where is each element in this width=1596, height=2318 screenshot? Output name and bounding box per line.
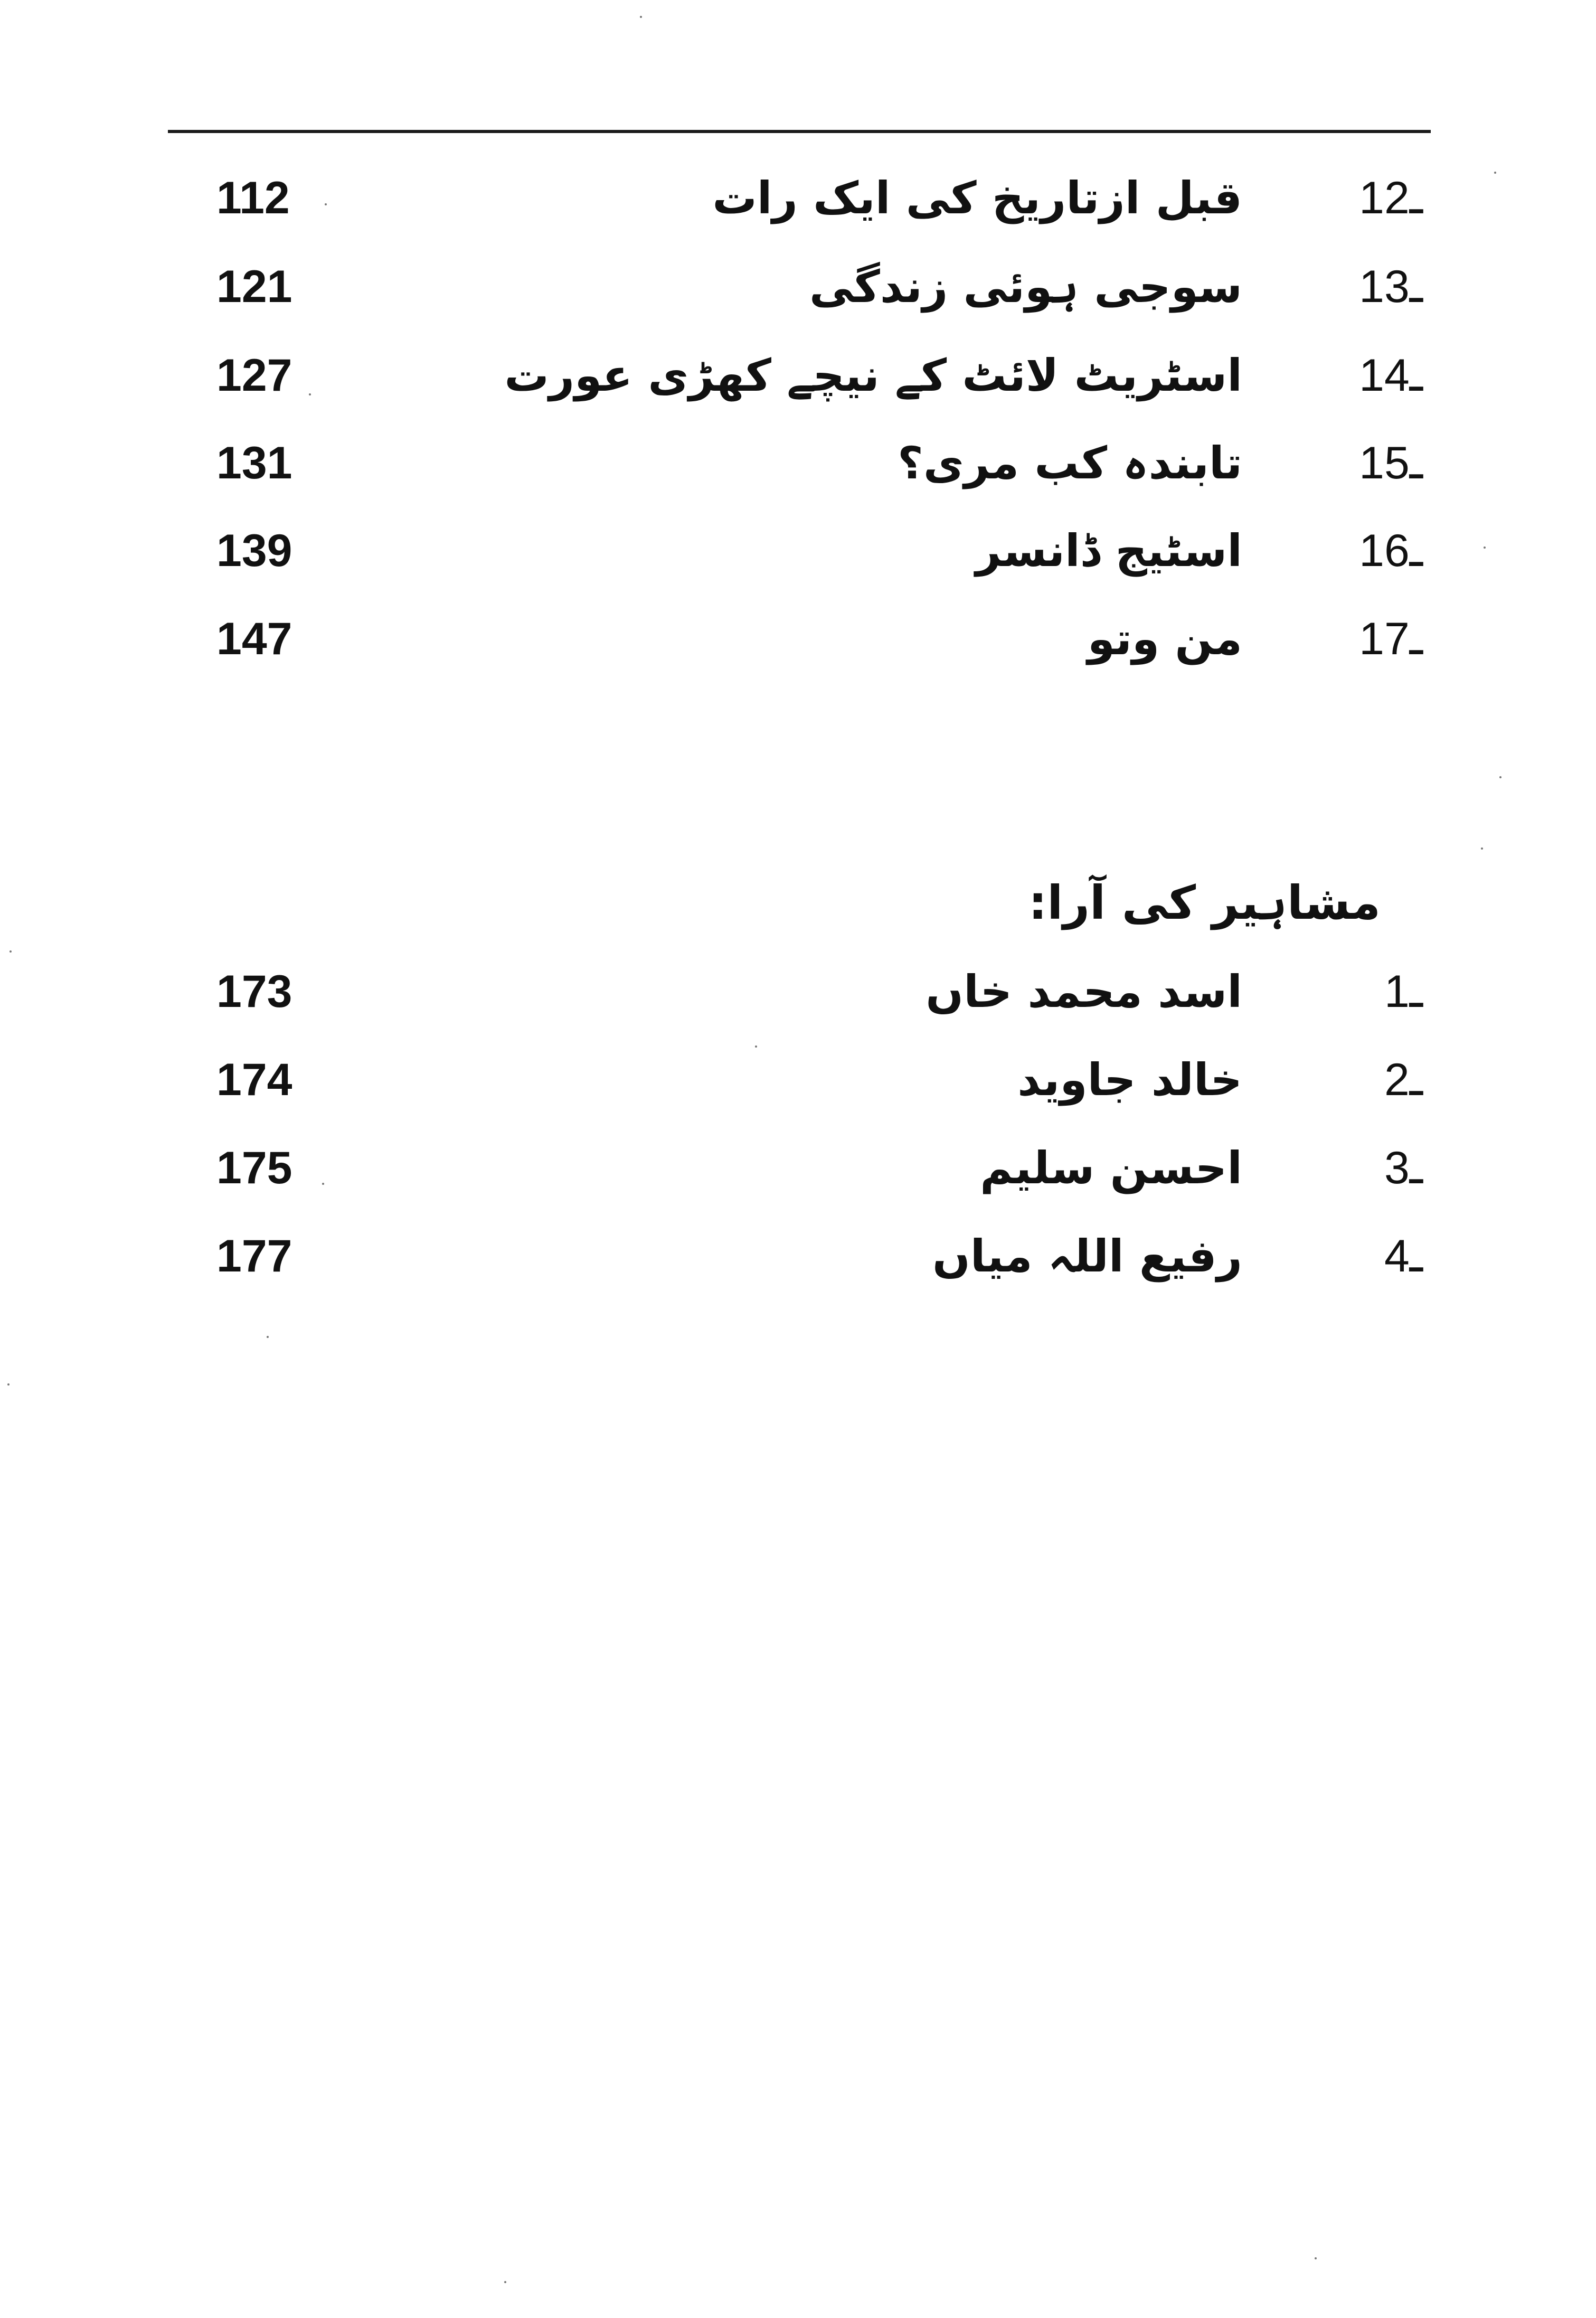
toc-entry (0, 514, 1596, 588)
entry-page-number: 173 (216, 966, 292, 1017)
entry-page-number: 177 (216, 1231, 292, 1282)
scan-speck (1484, 546, 1486, 549)
entry-title: سوجی ہوئی زندگی (809, 261, 1242, 313)
toc-entry (0, 250, 1596, 324)
scan-speck (309, 393, 311, 395)
scan-speck (322, 1183, 324, 1185)
scan-speck (640, 16, 642, 18)
entry-page-number: 147 (216, 614, 292, 664)
toc-entry (0, 338, 1596, 412)
entry-title: رفیع اللہ میاں (932, 1230, 1242, 1282)
entry-number: 2ـ (1384, 1054, 1423, 1105)
scan-speck (325, 203, 327, 205)
opinion-entry (0, 955, 1596, 1029)
entry-title: اسٹریٹ لائٹ کے نیچے کھڑی عورت (504, 350, 1242, 401)
header-rule (168, 130, 1431, 133)
entry-page-number: 112 (216, 173, 290, 223)
entry-title: تابندہ کب مری؟ (898, 437, 1242, 489)
entry-title: قبل ازتاریخ کی ایک رات (712, 172, 1242, 224)
toc-entry (0, 426, 1596, 500)
opinions-heading: مشاہیر کی آرا: (1028, 875, 1381, 930)
entry-page-number: 139 (216, 525, 292, 576)
entry-page-number: 127 (216, 350, 292, 401)
entry-number: 13ـ (1359, 261, 1423, 312)
opinion-entry (0, 1131, 1596, 1205)
toc-entry (0, 161, 1596, 235)
entry-number: 16ـ (1359, 525, 1423, 576)
entry-number: 17ـ (1359, 614, 1423, 664)
entry-page-number: 131 (216, 438, 292, 488)
entry-title: احسن سلیم (980, 1142, 1242, 1194)
entry-title: اسٹیج ڈانسر (975, 525, 1242, 577)
opinion-entry (0, 1219, 1596, 1293)
entry-number: 1ـ (1384, 966, 1423, 1017)
entry-number: 4ـ (1384, 1231, 1423, 1282)
entry-number: 14ـ (1359, 350, 1423, 401)
scan-speck (1481, 847, 1483, 850)
entry-title: من وتو (1087, 613, 1242, 665)
scan-speck (10, 950, 12, 953)
scan-speck (1494, 172, 1496, 174)
opinion-entry (0, 1043, 1596, 1117)
entry-number: 15ـ (1359, 438, 1423, 488)
entry-title: اسد محمد خاں (926, 966, 1242, 1017)
entry-number: 3ـ (1384, 1143, 1423, 1193)
scan-speck (7, 1383, 10, 1386)
scan-speck (504, 2281, 506, 2283)
scan-speck (1499, 776, 1501, 778)
scan-speck (1315, 2257, 1317, 2259)
entry-page-number: 174 (216, 1054, 292, 1105)
entry-page-number: 175 (216, 1143, 292, 1193)
toc-entry (0, 602, 1596, 676)
entry-number: 12ـ (1359, 173, 1423, 223)
scan-speck (755, 1045, 757, 1048)
scan-speck (267, 1336, 269, 1338)
entry-title: خالد جاوید (1017, 1054, 1242, 1106)
entry-page-number: 121 (216, 261, 292, 312)
